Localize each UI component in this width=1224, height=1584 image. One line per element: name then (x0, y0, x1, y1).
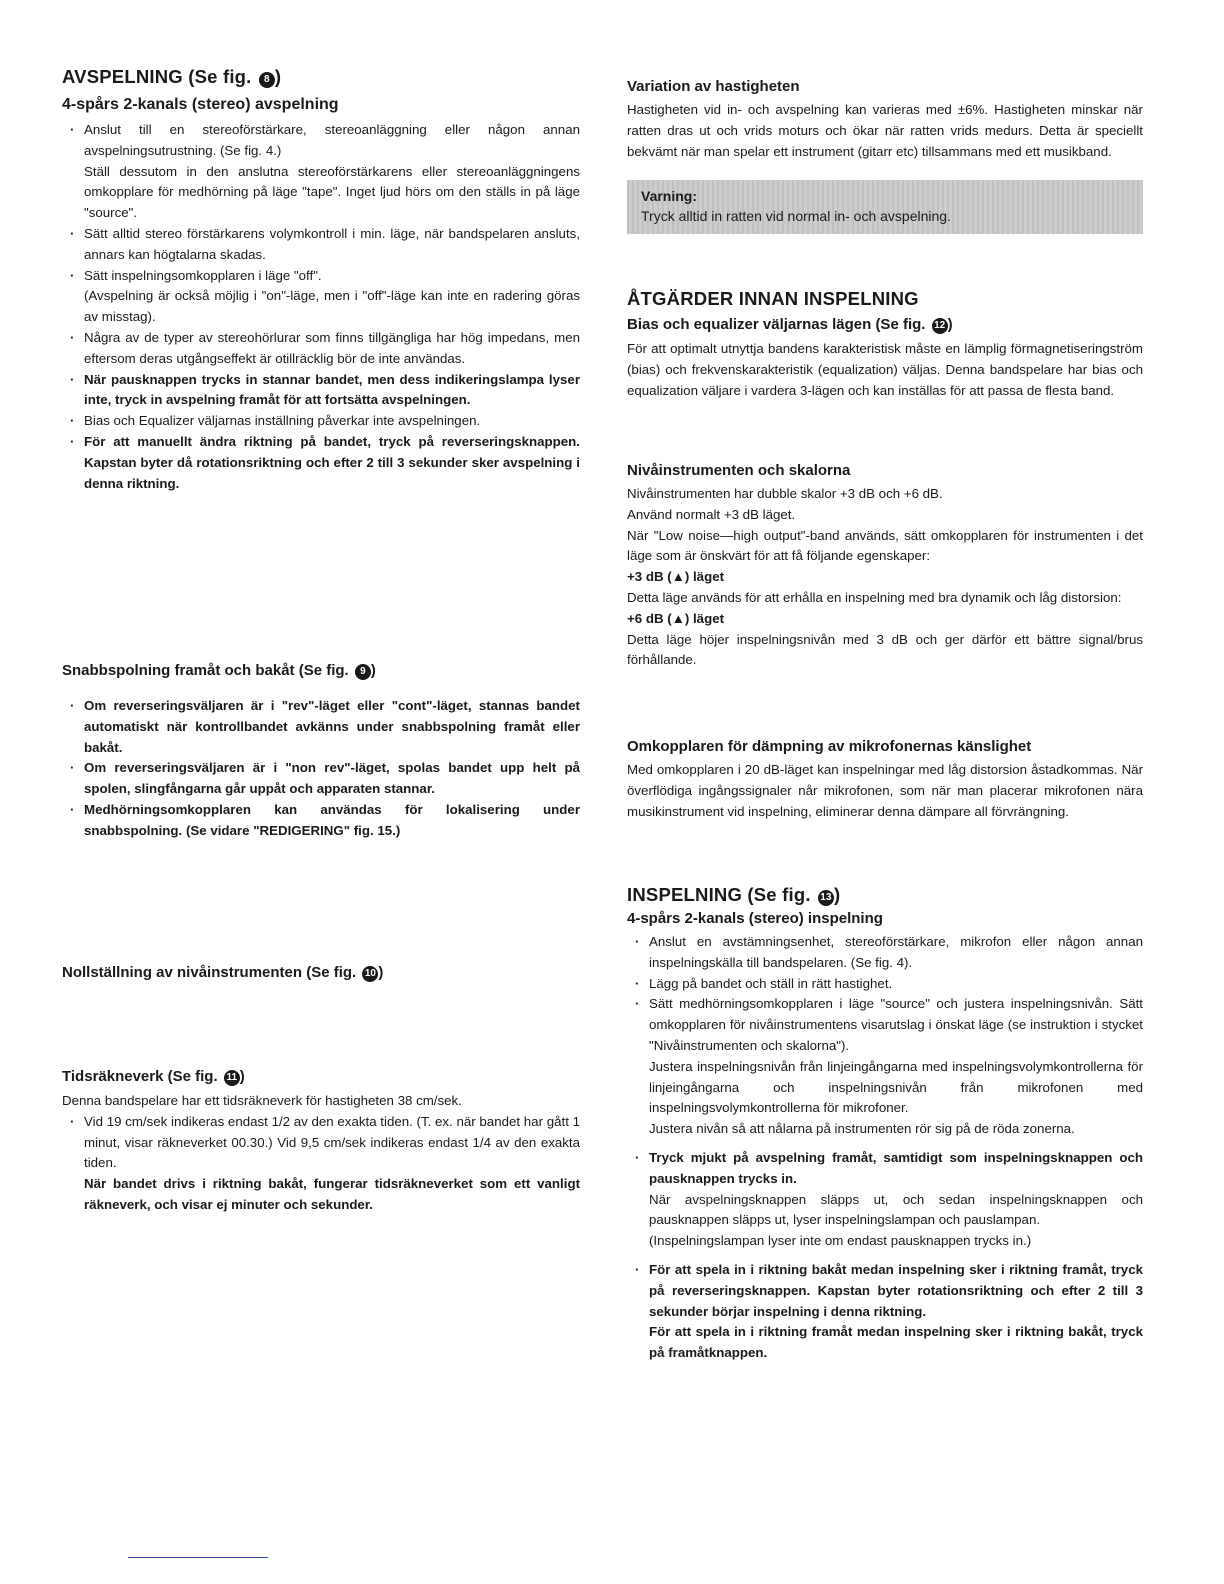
inspelning-list (627, 932, 1143, 1364)
section-nollstallning (62, 964, 580, 987)
list-item (627, 1148, 1143, 1252)
atgarder-subtitle (627, 316, 1143, 334)
noll-title-end: ) (378, 964, 384, 981)
bullet-text: Anslut en avstämningsenhet, stereoförstärkare, mikrofon eller någon annan inspelningskälla till bandspelaren. (Se fig. 4). (649, 934, 1143, 970)
list-item (62, 1112, 580, 1174)
section-nivainstrumenten (627, 462, 1143, 671)
niva-line2: Använd normalt +3 dB läget. (627, 506, 796, 522)
niva-text1: Detta läge används för att erhålla en inspelning med bra dynamik och låg distorsion: (627, 589, 1122, 605)
tid-bold-note: När bandet drivs i riktning bakåt, fungerar tidsräkneverket som ett vanligt räkneverk, och visar ej minuter och sekunder. (84, 1176, 580, 1212)
atgarder-title: ÅTGÄRDER INNAN INSPELNING (627, 288, 919, 309)
atgarder-subtitle-text: Bias och equalizer väljarnas lägen (Se fig. (627, 316, 926, 333)
list-item (62, 758, 580, 800)
warning-text: Tryck alltid in ratten vid normal in- och avspelning. (641, 208, 951, 225)
variation-title: Variation av hastigheten (627, 78, 800, 95)
inspelning-heading (627, 884, 1143, 906)
tid-heading (62, 1068, 580, 1086)
bullet-text: Anslut till en stereoförstärkare, stereoanläggning eller någon annan avspelningsutrustning. (Se fig. 4.) (84, 122, 580, 158)
niva-text2: Detta läge höjer inspelningsnivån med 3 dB och ger därför ett bättre signal/brus förhållande. (627, 631, 1143, 668)
bottom-rule (128, 1557, 268, 1558)
bullet-text: Sätt medhörningsomkopplaren i läge "source" och justera inspelningsnivån. Sätt omkopplaren för nivåinstrumentens visarutslag i önskat läge (se instruktion i stycket "Nivåinstrumenten och skalorna"). (649, 996, 1143, 1053)
niva-line1: Nivåinstrumenten har dubble skalor +3 dB och +6 dB. (627, 486, 943, 501)
inspelning-title-end: ) (834, 884, 841, 905)
list-item (62, 800, 580, 842)
snabb-list (62, 696, 580, 842)
section-snabbspolning (62, 662, 580, 842)
niva-sub2: +6 dB (▲) läget (627, 610, 725, 626)
list-item (62, 328, 580, 370)
bullet-text: Bias och Equalizer väljarnas inställning påverkar inte avspelningen. (84, 413, 481, 429)
list-item (627, 932, 1143, 974)
bullet-text: För att manuellt ändra riktning på bandet, tryck på reverseringsknappen. Kapstan byter då rotationsriktning och efter 2 till 3 sekunder sker avspelning i denna riktning. (84, 433, 580, 491)
tid-title-end: ) (239, 1068, 245, 1085)
fig-ref-11: 11 (224, 1070, 240, 1086)
bullet-text: När pausknappen trycks in stannar bandet, men dess indikeringslampa lyser inte, tryck in avspelning framåt för att fortsätta avspelningen. (84, 371, 580, 408)
noll-heading (62, 964, 580, 982)
fig-ref-10: 10 (362, 966, 378, 982)
niva-title: Nivåinstrumenten och skalorna (627, 462, 851, 479)
section-variation (627, 78, 1143, 234)
variation-text: Hastigheten vid in- och avspelning kan varieras med ±6%. Hastigheten minskar när ratten dras ut och vrids moturs och ökar när ratten vrids medurs. Detta är speciellt bekvämt när man spelar ett instrument (gitarr etc) tillsammans med ett musikband. (627, 102, 1143, 159)
list-item (62, 370, 580, 412)
list-item (62, 411, 580, 432)
list-item (62, 266, 580, 328)
list-item (62, 696, 580, 758)
section-atgarder (627, 288, 1143, 401)
avspelning-title: AVSPELNING (Se fig. (62, 66, 252, 87)
omkopplaren-text: Med omkopplaren i 20 dB-läget kan inspelningar med låg distorsion åstadkommas. När överflödiga ingångssignaler når mikrofonen, som när man placerar mikrofonen nära musikinstrument vid inspelning, eliminerar denna dämpare all förvrängning. (627, 762, 1143, 819)
bullet-continuation: Ställ dessutom in den anslutna stereoförstärkarens eller stereoanläggningens omkopplare för medhörning på läge "tape". Inget ljud hörs om den ställs in på läge "source". (84, 163, 580, 221)
warning-box (627, 180, 1143, 234)
tid-list (62, 1112, 580, 1174)
bullet-continuation: (Inspelningslampan lyser inte om endast pausknappen trycks in.) (649, 1233, 1032, 1249)
bullet-text: Sätt alltid stereo förstärkarens volymkontroll i min. läge, när bandspelaren ansluts, annars kan högtalarna skadas. (84, 225, 580, 262)
bullet-text: Vid 19 cm/sek indikeras endast 1/2 av den exakta tiden. (T. ex. när bandet har gått 1 minut, visar räkneverket 00.30.) Vid 9,5 cm/sek indikeras endast 1/4 av den exakta tiden. (84, 1113, 580, 1171)
bullet-text: Lägg på bandet och ställ in rätt hastighet. (649, 975, 893, 991)
bullet-continuation: När avspelningsknappen släpps ut, och sedan inspelningsknappen och pausknappen släpps ut, lyser inspelningslampan och pauslampan. (649, 1191, 1143, 1228)
bullet-text: För att spela in i riktning bakåt medan inspelning sker i riktning framåt, tryck på reverseringsknappen. Kapstan byter rotationsriktning och efter 2 till 3 sekunder börjar inspelning i denna riktning. (649, 1261, 1143, 1319)
bullet-text: Medhörningsomkopplaren kan användas för lokalisering under snabbspolning. (Se vidare "REDIGERING" fig. 15.) (84, 801, 580, 838)
list-item (62, 224, 580, 266)
bullet-text: Tryck mjukt på avspelning framåt, samtidigt som inspelningsknappen och pausknappen trycks in. (649, 1149, 1143, 1186)
niva-sub1: +3 dB (▲) läget (627, 569, 725, 585)
section-inspelning (627, 884, 1143, 1364)
bullet-continuation: (Avspelning är också möjlig i "on"-läge, men i "off"-läge kan inte en radering göras av misstag). (84, 288, 580, 325)
snabb-heading (62, 662, 580, 680)
snabb-title: Snabbspolning framåt och bakåt (Se fig. (62, 662, 349, 679)
avspelning-title-end: ) (274, 66, 282, 87)
inspelning-title: INSPELNING (Se fig. (627, 884, 811, 905)
fig-ref-12: 12 (932, 318, 948, 334)
atgarder-subtitle-end: ) (947, 316, 953, 333)
bullet-text: Om reverseringsväljaren är i "rev"-läget eller "cont"-läget, stannas bandet automatiskt när kontrollbandet avkänns under snabbspolning framåt eller bakåt. (84, 698, 580, 755)
tid-intro: Denna bandspelare har ett tidsräkneverk för hastigheten 38 cm/sek. (62, 1093, 462, 1108)
list-item (627, 974, 1143, 995)
section-omkopplaren (627, 738, 1143, 822)
niva-line3: När "Low noise—high output"-band används, sätt omkopplaren för instrumenten i det läge som är önskvärt för att få följande egenskaper: (627, 527, 1143, 564)
omkopplaren-title: Omkopplaren för dämpning av mikrofonernas känslighet (627, 738, 1032, 755)
warning-title: Varning: (641, 188, 698, 205)
tid-title: Tidsräkneverk (Se fig. (62, 1068, 218, 1085)
fig-ref-8: 8 (259, 72, 275, 88)
inspelning-subtitle: 4-spårs 2-kanals (stereo) inspelning (627, 910, 883, 927)
bullet-continuation: För att spela in i riktning framåt medan inspelning sker i riktning bakåt, tryck på framåtknappen. (649, 1324, 1143, 1361)
avspelning-subtitle: 4-spårs 2-kanals (stereo) avspelning (62, 96, 339, 113)
section-tidsrakneverk (62, 1068, 580, 1216)
atgarder-text: För att optimalt utnyttja bandens karakteristisk måste en lämplig förmagnetiseringström (bias) och frekvenskarakteristik (equalization) väljas. Denna bandspelare har bias och equalization väljare i vardera 3-lägen och kan inställas för att passa de flesta band. (627, 341, 1143, 398)
bullet-continuation: Justera inspelningsnivån från linjeingångarna med inspelningsvolymkontrollerna för linjeingångarna och inspelningsnivån från mikrofonen med inspelningsvolymkontrollerna för mikrofoner. (649, 1058, 1143, 1116)
noll-title: Nollställning av nivåinstrumenten (Se fig. (62, 964, 357, 981)
bullet-text: Några av de typer av stereohörlurar som finns tillgängliga har hög impedans, men eftersom deras utgångseffekt är otillräcklig bör de inte användas. (84, 329, 580, 366)
fig-ref-9: 9 (355, 664, 371, 680)
bullet-continuation: Justera nivån så att nålarna på instrumenten rör sig på de röda zonerna. (649, 1121, 1075, 1137)
fig-ref-13: 13 (818, 890, 834, 906)
avspelning-heading (62, 66, 580, 88)
snabb-title-end: ) (370, 662, 376, 679)
list-item (627, 1260, 1143, 1364)
list-item (62, 120, 580, 224)
avspelning-list (62, 120, 580, 494)
bullet-text: Om reverseringsväljaren är i "non rev"-läget, spolas bandet upp helt på spolen, slingfångarna går uppåt och apparaten stannar. (84, 760, 580, 797)
section-avspelning (62, 66, 580, 494)
list-item (62, 432, 580, 494)
list-item (627, 994, 1143, 1140)
bullet-text: Sätt inspelningsomkopplaren i läge "off". (84, 267, 322, 283)
